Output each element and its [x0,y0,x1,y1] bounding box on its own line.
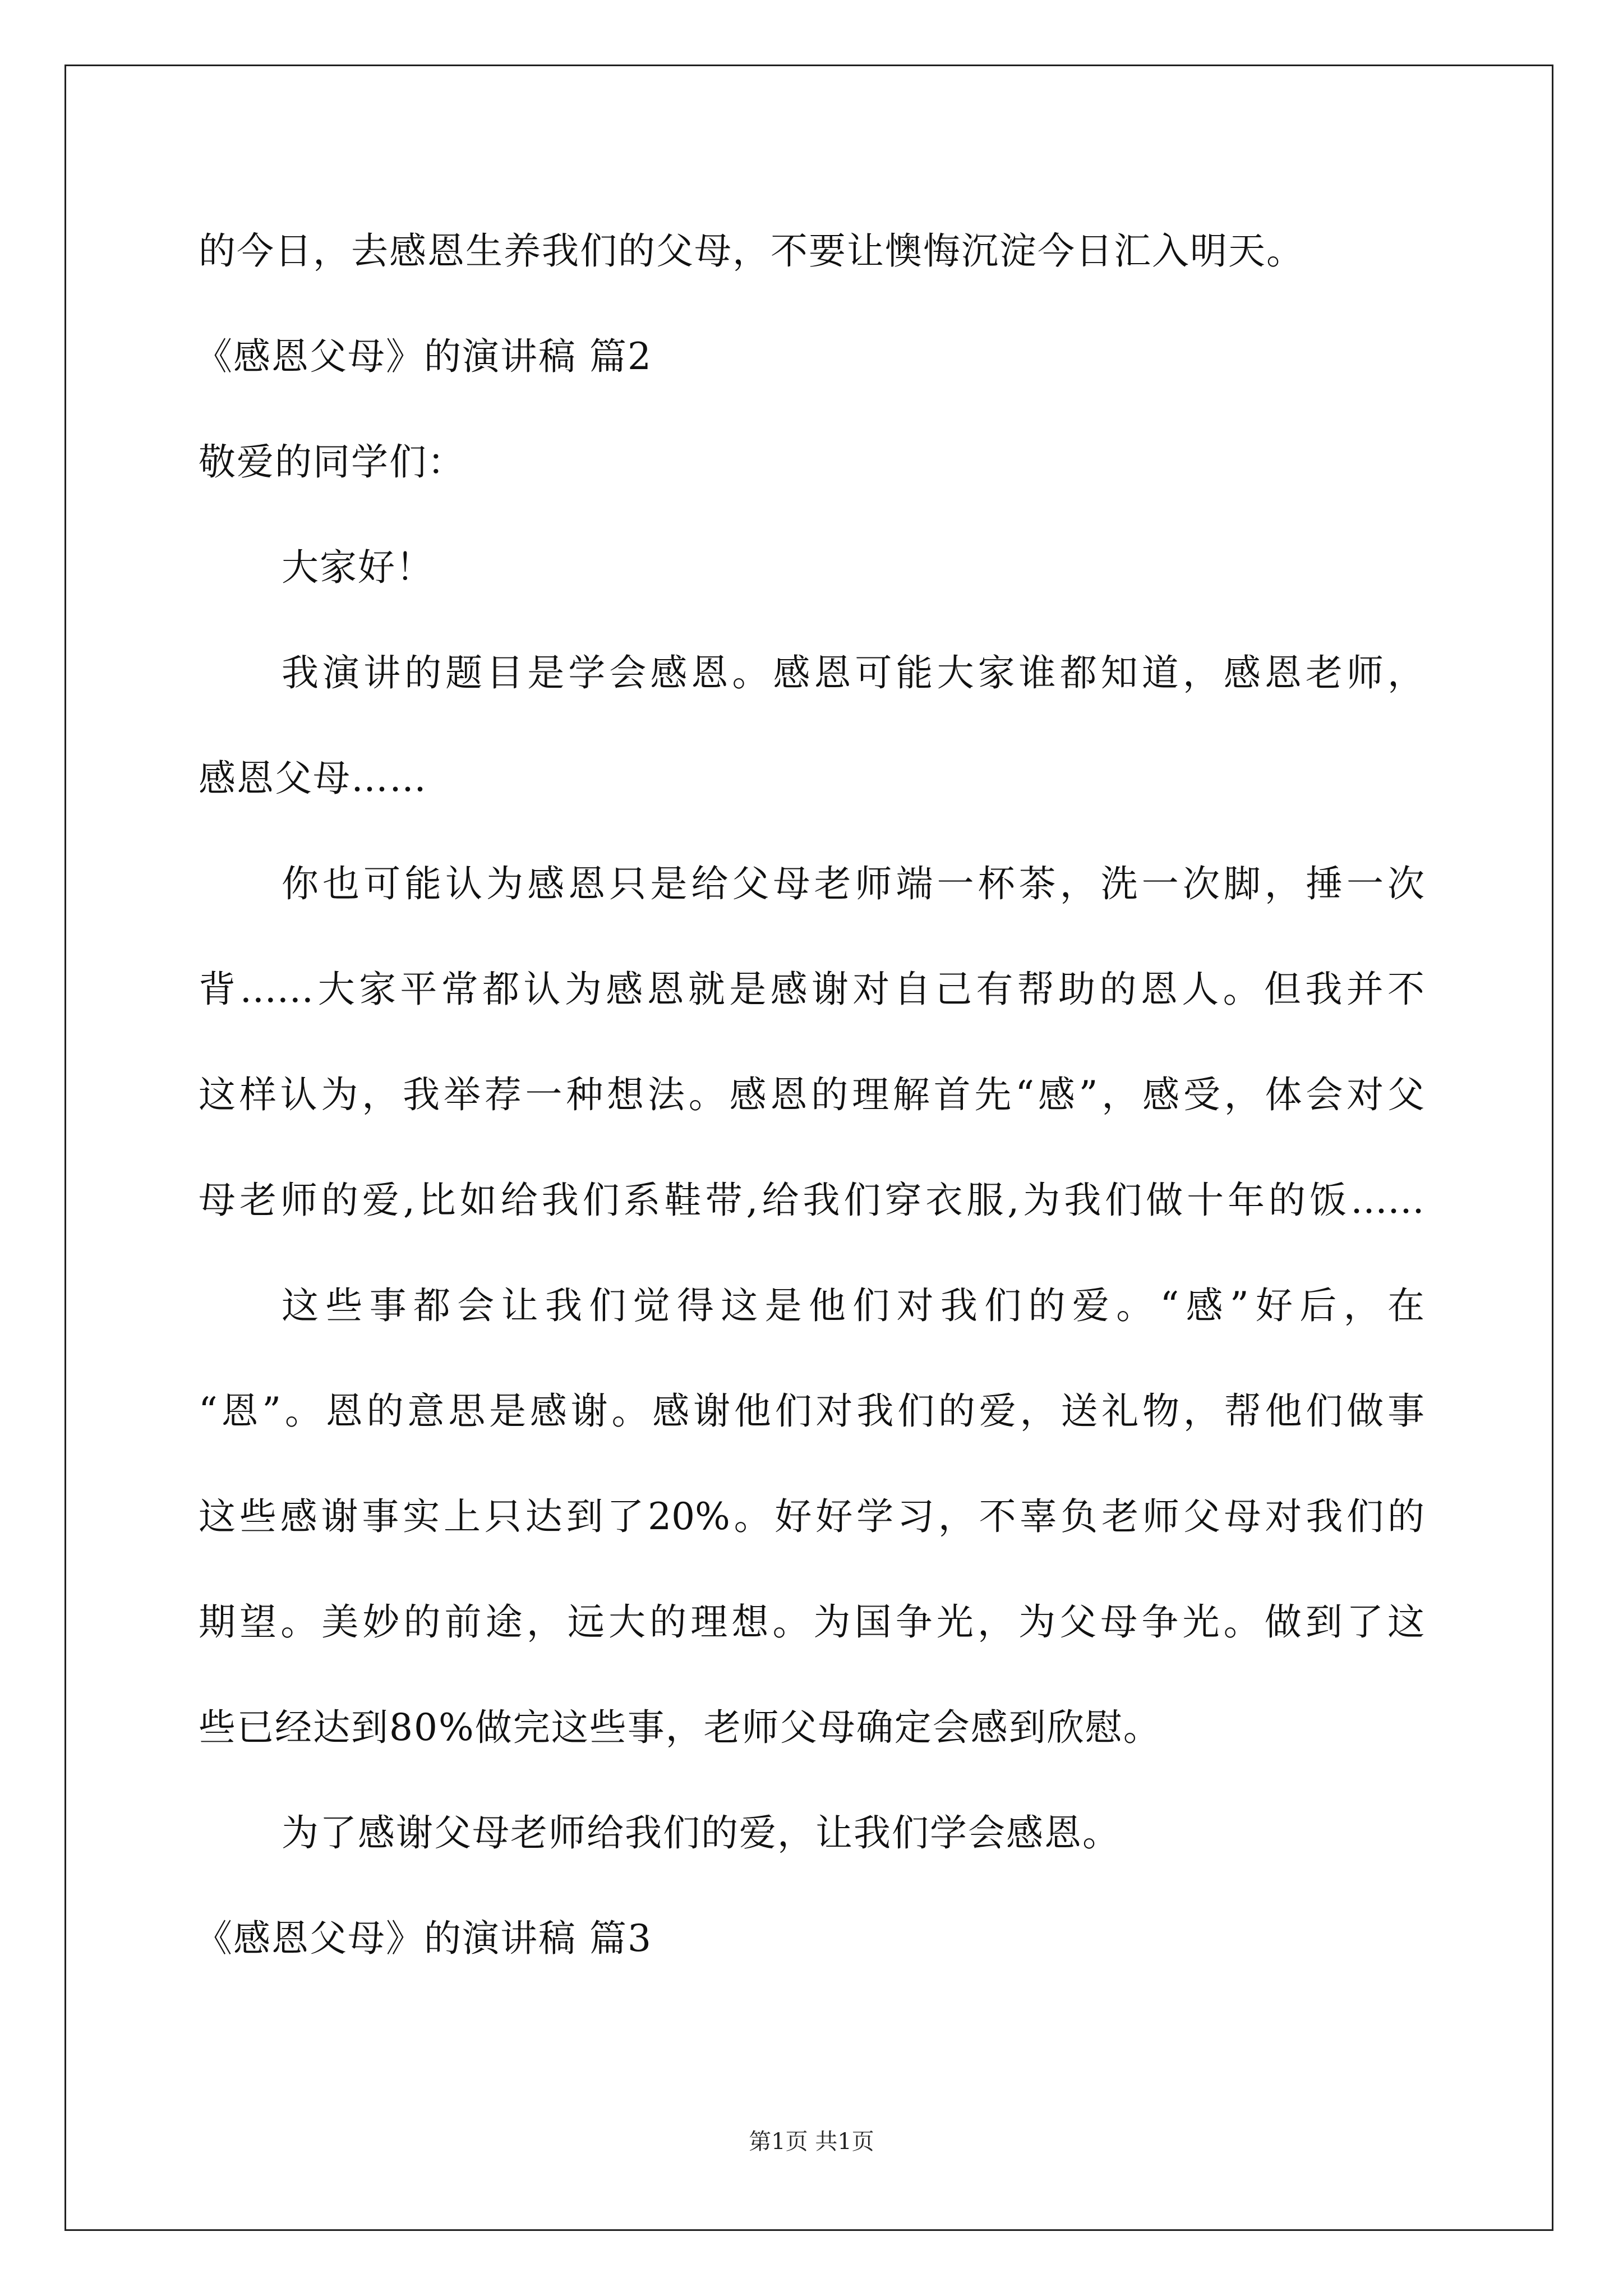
paragraph-line: 期望。美妙的前途，远大的理想。为国争光，为父母争光。做到了这 [199,1600,1424,1644]
paragraph-line: 些已经达到80%做完这些事，老师父母确定会感到欣慰。 [199,1706,1161,1749]
paragraph-line: 感恩父母…… [199,757,427,800]
section-heading: 《感恩父母》的演讲稿 篇3 [195,1917,652,1960]
page-border [64,65,1553,2231]
paragraph-line: 这样认为，我举荐一种想法。感恩的理解首先“感”，感受，体会对父 [199,1073,1424,1116]
paragraph-line: “恩”。恩的意思是感谢。感谢他们对我们的爱，送礼物，帮他们做事 [199,1389,1424,1433]
greeting: 大家好！ [282,546,434,589]
paragraph-line: 这些事都会让我们觉得这是他们对我们的爱。“感”好后，在 [282,1284,1424,1327]
paragraph-line: 背……大家平常都认为感恩就是感谢对自己有帮助的恩人。但我并不 [199,968,1424,1011]
paragraph-line: 的今日，去感恩生养我们的父母，不要让懊悔沉淀今日汇入明天。 [199,229,1304,273]
paragraph-line: 为了感谢父母老师给我们的爱，让我们学会感恩。 [282,1811,1121,1855]
page-footer: 第1页 共1页 [749,2129,874,2155]
paragraph-line: 我演讲的题目是学会感恩。感恩可能大家谁都知道，感恩老师， [282,651,1424,694]
paragraph-line: 母老师的爱,比如给我们系鞋带,给我们穿衣服,为我们做十年的饭…… [199,1179,1424,1222]
section-heading: 《感恩父母》的演讲稿 篇2 [195,335,652,378]
paragraph-line: 你也可能认为感恩只是给父母老师端一杯茶，洗一次脚，捶一次 [282,862,1424,905]
salutation: 敬爱的同学们： [199,440,465,484]
paragraph-line: 这些感谢事实上只达到了20%。好好学习，不辜负老师父母对我们的 [199,1495,1424,1538]
